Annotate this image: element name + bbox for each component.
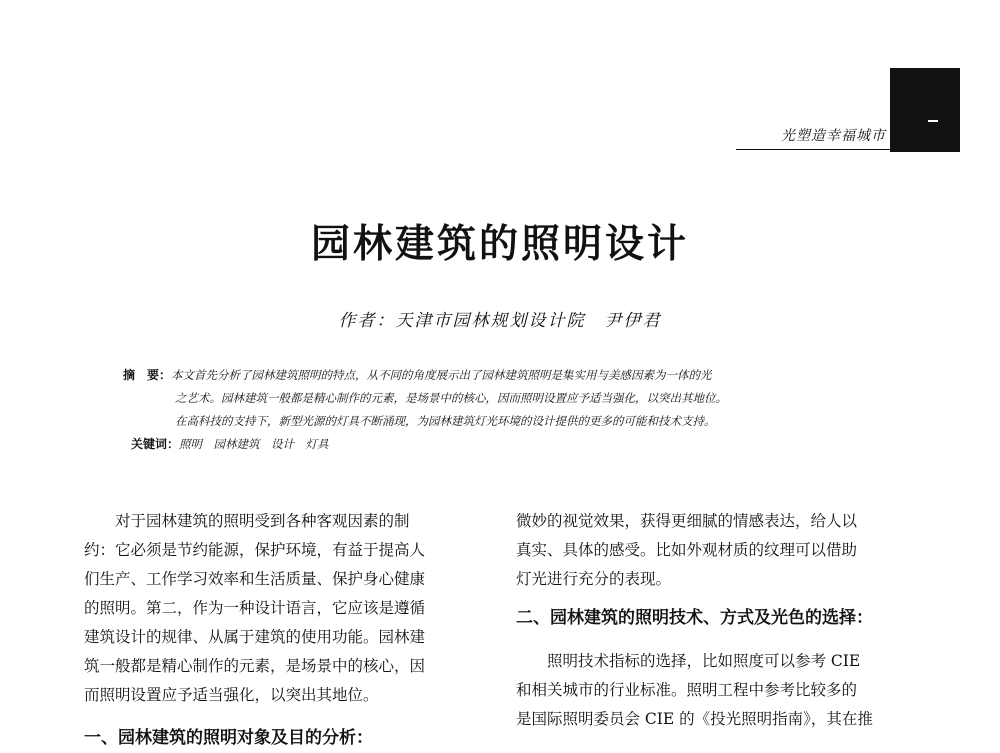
left-line-7: 而照明设置应予适当强化，以突出其地位。 [84,686,379,704]
section-heading-1: 一、园林建筑的照明对象及目的分析： [84,728,373,748]
right-line-2: 真实、具体的感受。比如外观材质的纹理可以借助 [516,541,858,559]
header-rule [736,149,958,150]
right-line-6: 是国际照明委员会 CIE 的《投光照明指南》，其在推 [516,710,873,728]
left-line-1: 对于园林建筑的照明受到各种客观因素的制 [84,512,410,530]
abstract-line-1 [123,364,893,387]
left-line-2: 约：它必须是节约能源，保护环境，有益于提高人 [84,541,426,559]
abstract-line-2: 之艺术。园林建筑一般都是精心制作的元素，是场景中的核心，因而照明设置应予适当强化，以突出其地位。 [175,391,727,405]
section-tab-block [890,68,960,152]
article-title: 园林建筑的照明设计 [310,222,689,267]
article-byline: 作者：天津市园林规划设计院 尹伊君 [338,311,662,331]
abstract-text-1: 本文首先分析了园林建筑照明的特点，从不同的角度展示出了园林建筑照明是集实用与美感因素为一体的光 [171,368,712,382]
section-name: 光塑造幸福城市 [781,128,886,144]
section-heading-2: 二、园林建筑的照明技术、方式及光色的选择： [516,608,873,628]
abstract-block [123,364,893,456]
right-line-4: 照明技术指标的选择，比如照度可以参考 CIE [516,652,861,670]
body-right-column [516,507,916,734]
right-line-3: 灯光进行充分的表现。 [516,570,672,588]
keywords-label: 关键词： [131,437,180,451]
section-tab-mark [928,120,938,122]
right-line-1: 微妙的视觉效果，获得更细腻的情感表达，给人以 [516,512,858,530]
abstract-line-3: 在高科技的支持下，新型光源的灯具不断涌现，为园林建筑灯光环境的设计提供的更多的可能和技术支持。 [175,414,716,428]
abstract-label: 摘 要： [123,368,172,382]
left-line-6: 筑一般都是精心制作的元素，是场景中的核心，因 [84,657,426,675]
keywords-text: 照明 园林建筑 设计 灯具 [179,437,329,451]
left-line-4: 的照明。第二，作为一种设计语言，它应该是遵循 [84,599,426,617]
left-line-5: 建筑设计的规律、从属于建筑的使用功能。园林建 [84,628,426,646]
left-line-3: 们生产、工作学习效率和生活质量、保护身心健康 [84,570,426,588]
body-left-column [84,507,476,753]
keywords-line [123,433,893,456]
right-line-5: 和相关城市的行业标准。照明工程中参考比较多的 [516,681,858,699]
